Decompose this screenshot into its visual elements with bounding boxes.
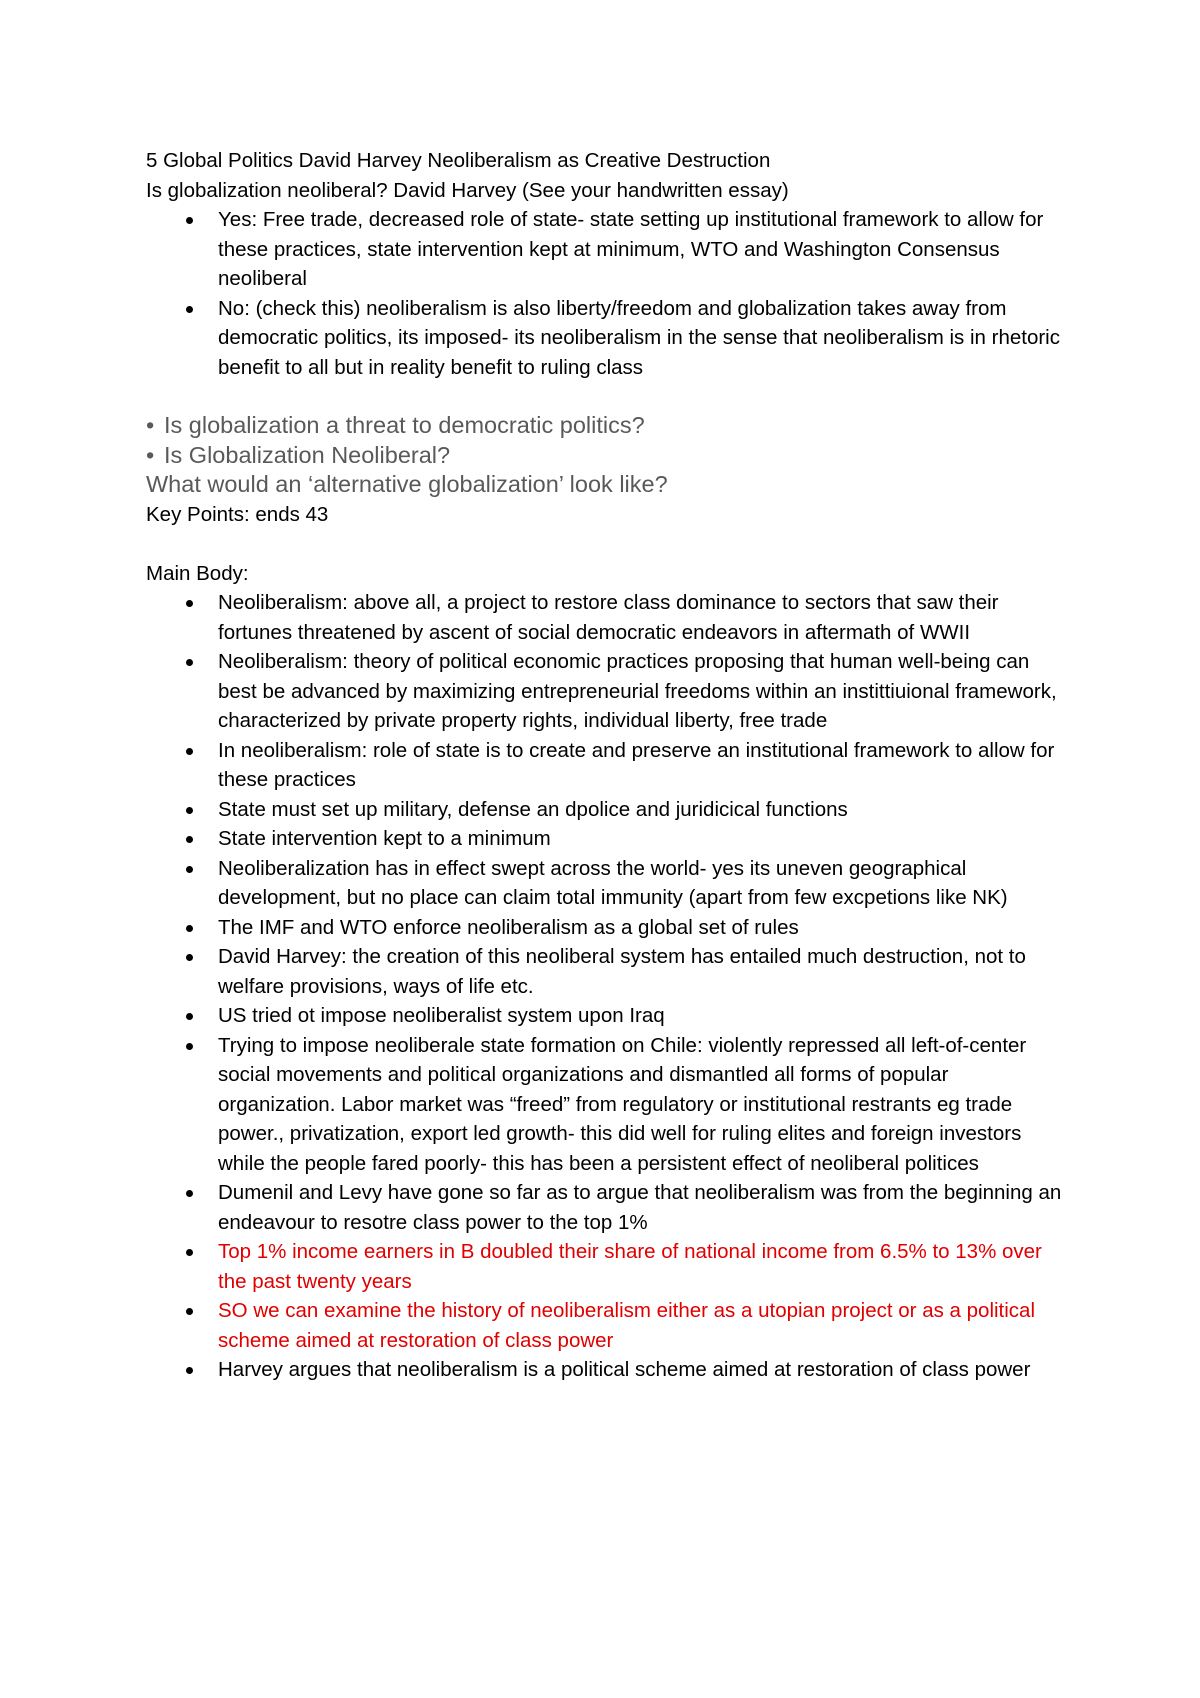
list-item-text: In neoliberalism: role of state is to create and preserve an institutional framework to allow for these practices <box>218 738 1055 791</box>
list-item-text: State must set up military, defense an dpolice and juridicical functions <box>218 797 848 821</box>
list-item-text: SO we can examine the history of neoliberalism either as a utopian project or as a political scheme aimed at restoration of class power <box>218 1299 1036 1352</box>
list-item-text: Neoliberalism: above all, a project to restore class dominance to sectors that saw their fortunes threatened by ascent of social democratic endeavors in aftermath of WWII <box>218 591 999 644</box>
bullet-icon <box>186 866 193 873</box>
question-text: Is Globalization Neoliberal? <box>164 441 451 468</box>
list-item-text: Yes: Free trade, decreased role of state- state setting up institutional framework to allow for these practices, state intervention kept at minimum, WTO and Washington Consensus neoliberal <box>218 208 1044 290</box>
list-item <box>146 1031 1066 1179</box>
list-item-text: Neoliberalism: theory of political economic practices proposing that human well-being can best be advanced by maximizing entrepreneurial freedoms within an instittiuional framework, characterized by private property rights, individual liberty, free trade <box>218 650 1057 732</box>
list-item-text: Harvey argues that neoliberalism is a political scheme aimed at restoration of class power <box>218 1358 1031 1381</box>
question-text: What would an ‘alternative globalization’ look like? <box>146 471 668 497</box>
list-item <box>146 647 1066 736</box>
list-item <box>146 795 1066 825</box>
lecture-questions <box>146 411 1066 500</box>
list-item <box>146 205 1066 294</box>
main-body-list <box>146 588 1066 1385</box>
list-item <box>146 824 1066 854</box>
bullet-icon <box>186 1190 193 1197</box>
question-item <box>146 411 1066 441</box>
list-item-text: Neoliberalization has in effect swept across the world- yes its uneven geographical development, but no place can claim total immunity (apart from few excpetions like NK) <box>218 856 1008 909</box>
document-content <box>146 146 1066 1385</box>
list-item <box>146 1237 1066 1296</box>
bullet-icon <box>186 925 193 932</box>
list-item-text: David Harvey: the creation of this neoliberal system has entailed much destruction, not to welfare provisions, ways of life etc. <box>218 945 1026 998</box>
list-item <box>146 1355 1066 1385</box>
bullet-icon <box>186 954 193 961</box>
key-points: Key Points: ends 43 <box>146 502 329 526</box>
question-text: Is globalization a threat to democratic politics? <box>164 412 645 438</box>
document-title: 5 Global Politics David Harvey Neoliberalism as Creative Destruction <box>146 149 771 172</box>
list-item <box>146 913 1066 943</box>
list-item <box>146 942 1066 1001</box>
bullet-icon <box>186 659 193 666</box>
list-item-text: State intervention kept to a minimum <box>218 827 551 850</box>
question-item <box>146 441 1066 471</box>
bullet-icon <box>186 217 193 224</box>
bullet-icon <box>186 1013 193 1020</box>
list-item <box>146 1001 1066 1031</box>
list-item <box>146 588 1066 647</box>
bullet-icon <box>186 306 193 313</box>
bullet-icon <box>186 1308 193 1315</box>
list-item-text: Trying to impose neoliberale state formation on Chile: violently repressed all left-of-center social movements and political organizations and dismantled all forms of popular organization. Labor market was “freed” from regulatory or institutional restrants eg trade power., privatization, export led growth- this did well for ruling elites and foreign investors while the people fared poorly- this has been a persistent effect of neoliberal politices <box>218 1033 1027 1175</box>
bullet-icon: • <box>146 412 155 438</box>
bullet-icon <box>186 836 193 843</box>
main-body-heading: Main Body: <box>146 561 249 585</box>
bullet-icon <box>186 1367 193 1374</box>
bullet-icon <box>186 600 193 607</box>
bullet-icon <box>186 1249 193 1256</box>
list-item <box>146 1178 1066 1237</box>
question-line: Is globalization neoliberal? David Harvey (See your handwritten essay) <box>146 178 789 202</box>
list-item-text: US tried ot impose neoliberalist system upon Iraq <box>218 1004 665 1027</box>
bullet-icon <box>186 1043 193 1050</box>
bullet-icon <box>186 807 193 814</box>
list-item-text: Top 1% income earners in B doubled their share of national income from 6.5% to 13% over the past twenty years <box>218 1240 1042 1293</box>
list-item-text: No: (check this) neoliberalism is also liberty/freedom and globalization takes away from democratic politics, its imposed- its neoliberalism in the sense that neoliberalism is in rhetoric benefit to all but in reality benefit to ruling class <box>218 296 1060 379</box>
list-item-text: Dumenil and Levy have gone so far as to argue that neoliberalism was from the beginning an endeavour to resotre class power to the top 1% <box>218 1181 1062 1234</box>
bullet-icon <box>186 748 193 755</box>
list-item <box>146 1296 1066 1355</box>
list-item <box>146 294 1066 383</box>
spacer <box>146 529 1066 559</box>
bullet-icon: • <box>146 441 155 468</box>
answer-list <box>146 205 1066 382</box>
list-item <box>146 854 1066 913</box>
list-item-text: The IMF and WTO enforce neoliberalism as a global set of rules <box>218 915 799 939</box>
list-item <box>146 736 1066 795</box>
